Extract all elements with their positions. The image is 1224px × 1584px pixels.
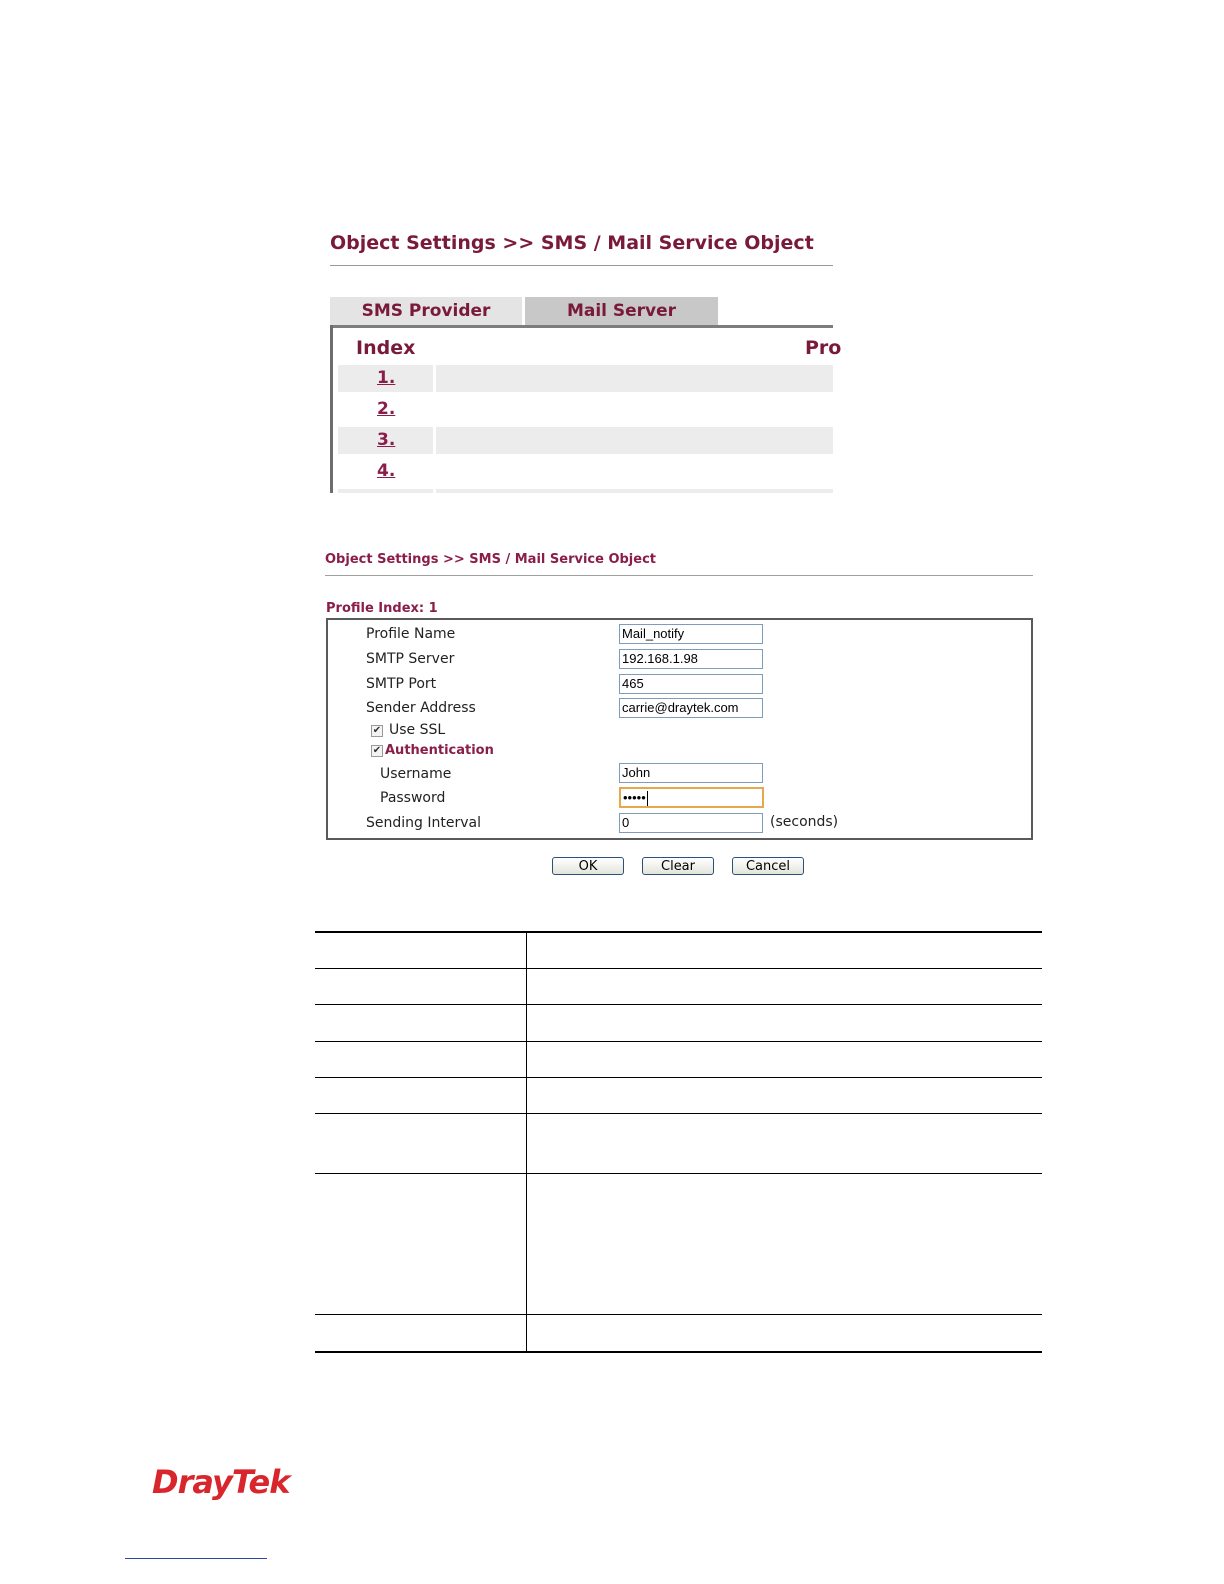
authentication-label: Authentication xyxy=(385,743,494,758)
clear-button[interactable]: Clear xyxy=(642,857,714,875)
smtp-server-label: SMTP Server xyxy=(366,651,455,667)
index-link-2[interactable]: 2. xyxy=(377,399,396,419)
sender-address-input[interactable]: carrie@draytek.com xyxy=(619,698,763,718)
table-bottom-border xyxy=(315,1351,1042,1353)
table-row-divider xyxy=(315,1113,1042,1114)
password-value: ••••• xyxy=(623,790,646,805)
seconds-unit-label: (seconds) xyxy=(770,814,839,830)
table-row-divider xyxy=(315,1314,1042,1315)
table-row-divider xyxy=(315,1004,1042,1005)
table-row-partial xyxy=(436,489,833,493)
sending-interval-label: Sending Interval xyxy=(366,815,481,831)
sender-address-label: Sender Address xyxy=(366,700,476,716)
password-input[interactable] xyxy=(619,787,764,808)
authentication-checkbox[interactable]: ✔ xyxy=(372,745,382,756)
table-row-divider xyxy=(315,968,1042,969)
table-row xyxy=(338,396,833,423)
table-row-divider xyxy=(315,1077,1042,1078)
draytek-logo: DrayTek xyxy=(152,1463,290,1501)
panel-left-border xyxy=(330,325,333,493)
tab-mail-server[interactable]: Mail Server xyxy=(525,297,718,325)
password-label: Password xyxy=(380,790,446,806)
table-row xyxy=(338,458,833,485)
column-header-index: Index xyxy=(356,337,416,359)
sending-interval-input[interactable]: 0 xyxy=(619,813,763,833)
username-label: Username xyxy=(380,766,452,782)
index-link-3[interactable]: 3. xyxy=(377,430,396,450)
table-row xyxy=(338,365,833,392)
tab-sms-provider[interactable]: SMS Provider xyxy=(330,297,522,325)
use-ssl-checkbox[interactable]: ✔ xyxy=(372,725,382,736)
table-row-divider xyxy=(315,1173,1042,1174)
username-input[interactable]: John xyxy=(619,763,763,783)
table-row-partial xyxy=(338,489,433,493)
profile-index-label: Profile Index: 1 xyxy=(326,601,438,616)
footer-divider xyxy=(125,1558,267,1559)
table-row xyxy=(338,427,833,454)
index-link-1[interactable]: 1. xyxy=(377,368,396,388)
column-header-profile: Pro xyxy=(805,337,842,359)
index-link-4[interactable]: 4. xyxy=(377,461,396,481)
top-page-title: Object Settings >> SMS / Mail Service Object xyxy=(330,232,814,254)
form-page-title: Object Settings >> SMS / Mail Service Object xyxy=(325,552,657,567)
cancel-button[interactable]: Cancel xyxy=(732,857,804,875)
table-column-divider xyxy=(526,933,527,1351)
use-ssl-label: Use SSL xyxy=(389,722,446,738)
form-title-divider xyxy=(325,575,1033,576)
smtp-server-input[interactable]: 192.168.1.98 xyxy=(619,649,763,669)
table-top-border xyxy=(315,931,1042,933)
tab-bar-underline xyxy=(330,325,833,328)
top-title-divider xyxy=(330,265,833,266)
ok-button[interactable]: OK xyxy=(552,857,624,875)
text-caret xyxy=(647,791,648,806)
smtp-port-label: SMTP Port xyxy=(366,676,437,692)
smtp-port-input[interactable]: 465 xyxy=(619,674,763,694)
profile-name-label: Profile Name xyxy=(366,626,456,642)
profile-name-input[interactable]: Mail_notify xyxy=(619,624,763,644)
table-row-divider xyxy=(315,1041,1042,1042)
